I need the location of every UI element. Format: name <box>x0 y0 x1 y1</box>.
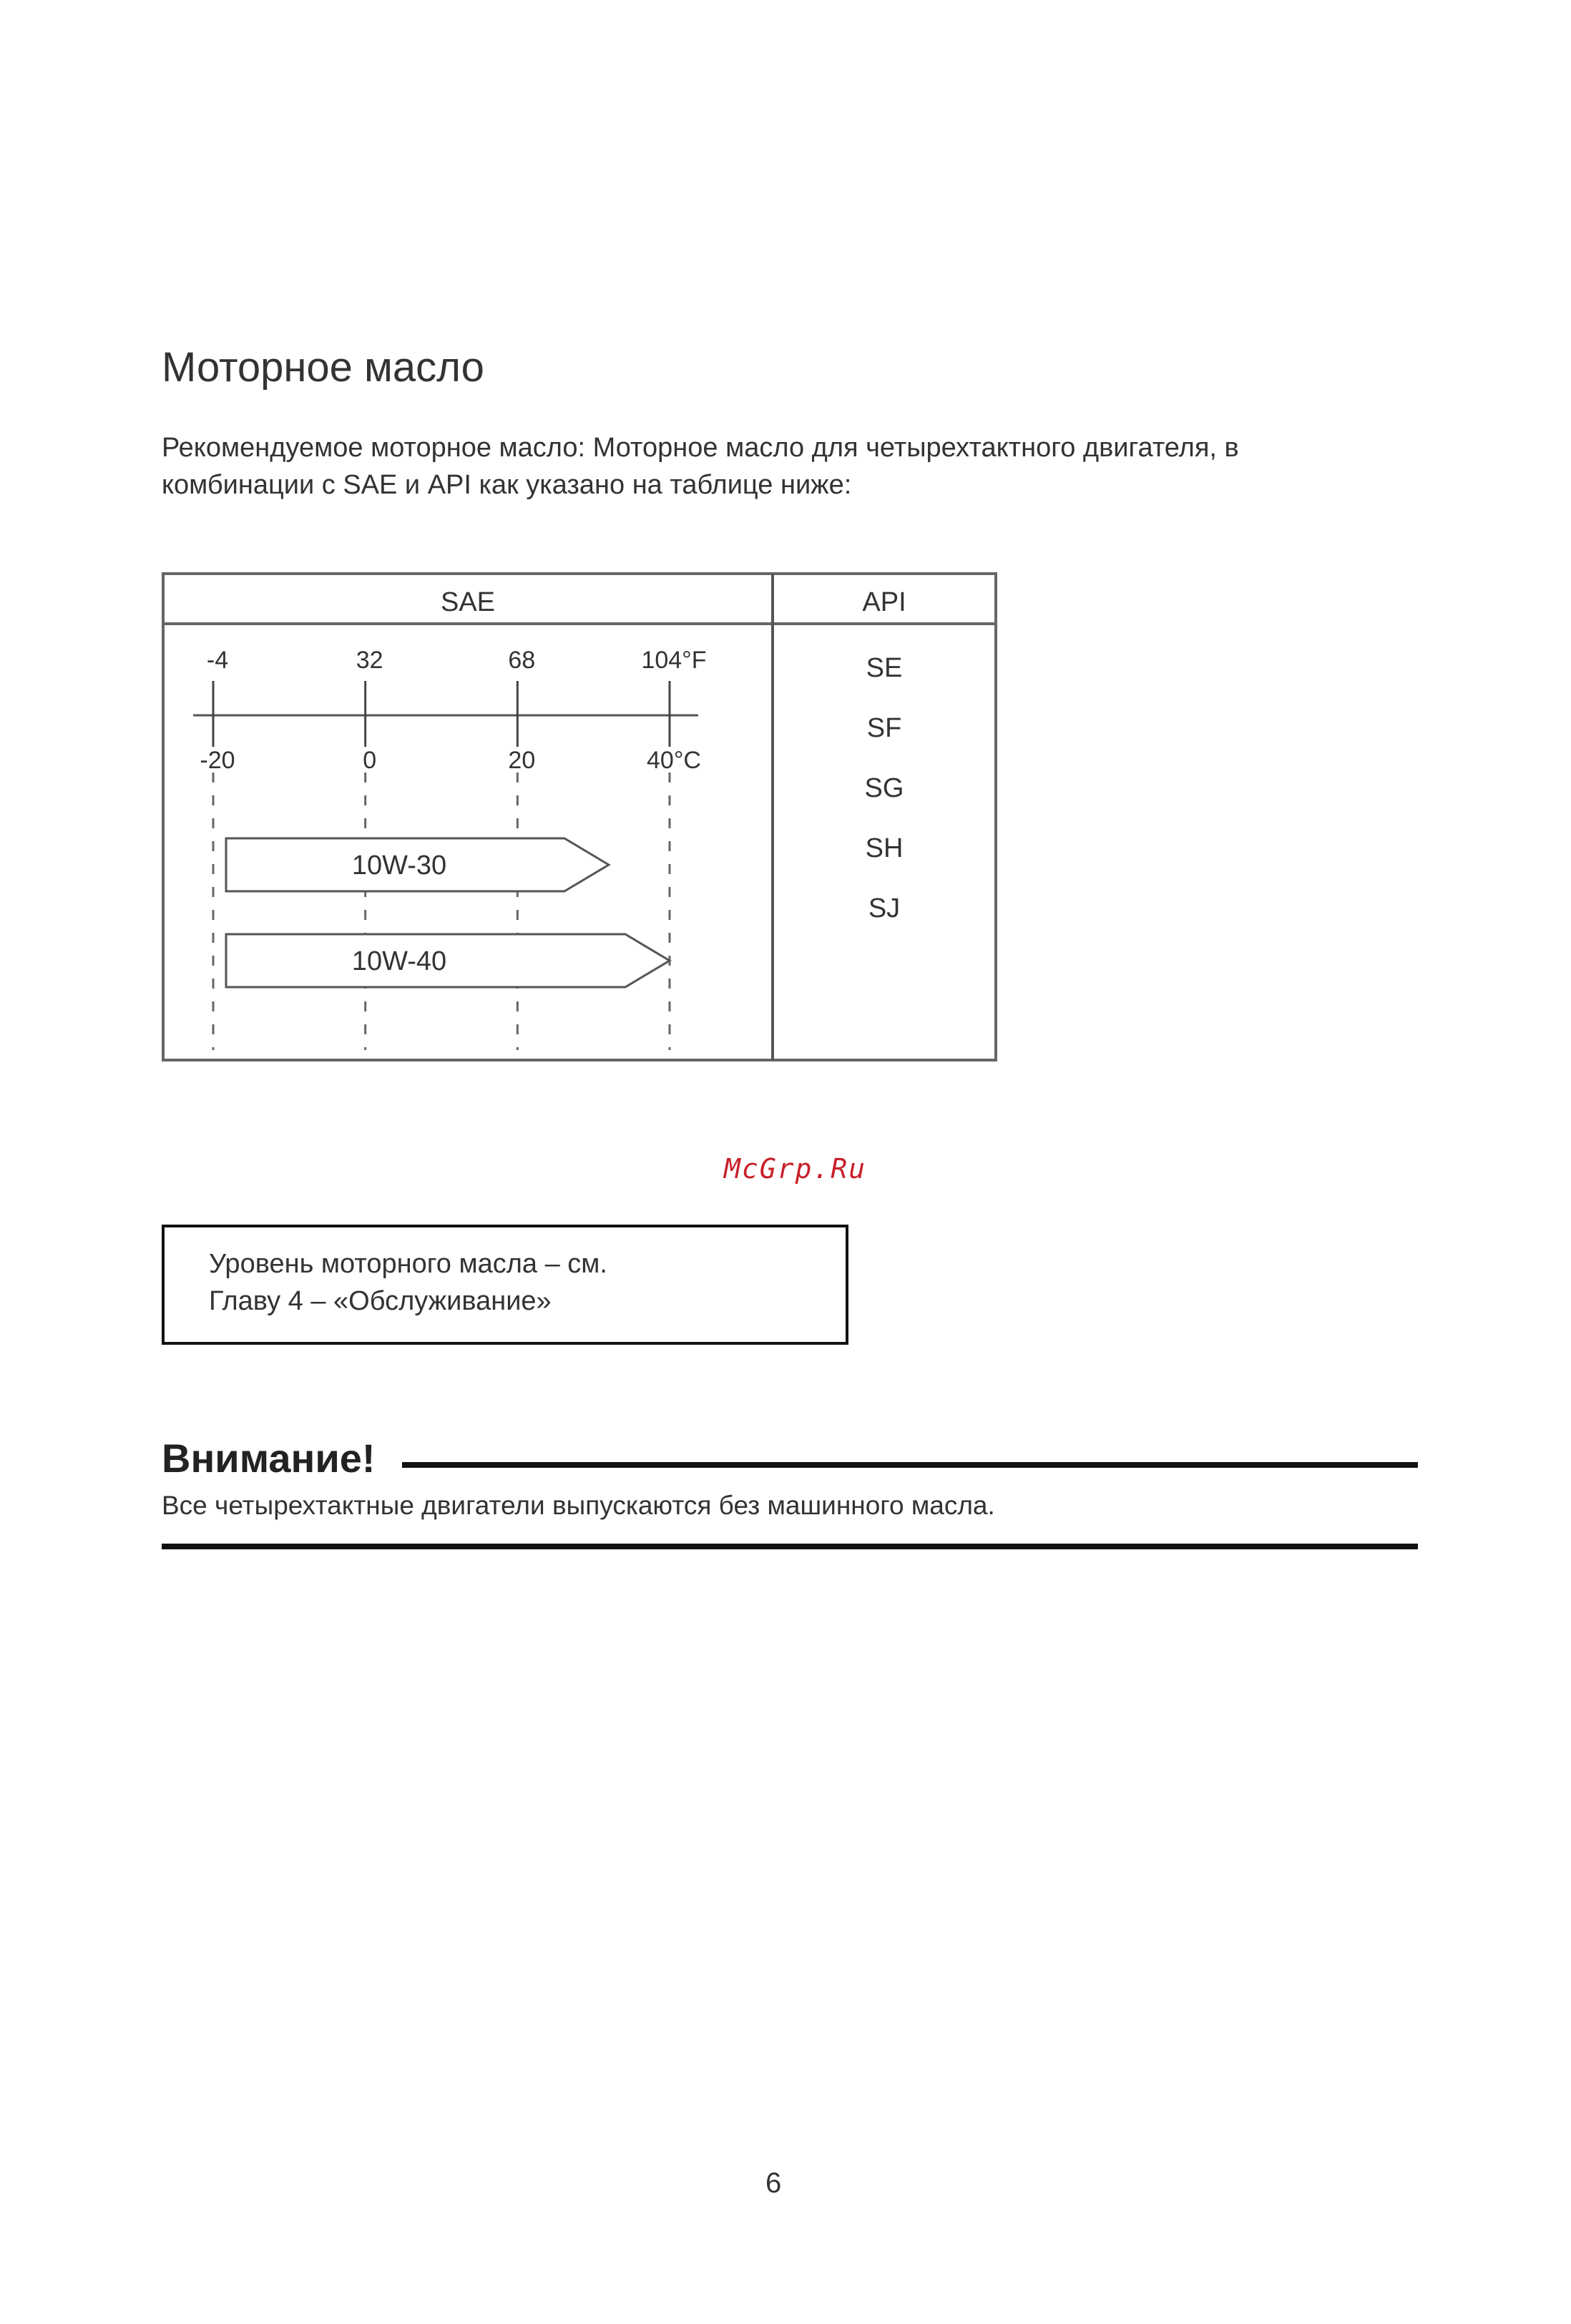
fahrenheit-tick-label-1: 32 <box>356 647 383 674</box>
intro-line-2: комбинации с SAE и API как указано на таблице ниже: <box>162 470 852 500</box>
oil-viscosity-chart <box>162 572 999 1063</box>
celsius-tick-label-3: 40°C <box>647 747 701 774</box>
celsius-tick-label-0: -20 <box>200 747 235 774</box>
oil-band-label-0: 10W-30 <box>351 850 447 881</box>
note-line-1: Уровень моторного масла – см. <box>209 1249 607 1279</box>
oil-band-10w-40 <box>226 934 670 987</box>
api-grade-sf: SF <box>866 713 902 743</box>
warning-text: Все четырехтактные двигатели выпускаются без машинного масла. <box>162 1491 995 1520</box>
fahrenheit-tick-label-2: 68 <box>508 647 536 674</box>
chart-dynamic-layer <box>200 647 904 1050</box>
warning-rule-bottom <box>162 1544 1418 1549</box>
api-grade-sh: SH <box>865 833 904 863</box>
api-grade-sg: SG <box>864 773 904 803</box>
intro-line-1: Рекомендуемое моторное масло: Моторное масло для четырехтактного двигателя, в <box>162 433 1239 463</box>
api-header: API <box>862 587 906 617</box>
api-grade-se: SE <box>866 653 903 683</box>
oil-chart-svg <box>162 572 999 1063</box>
warning-title: Внимание! <box>162 1436 376 1481</box>
fahrenheit-tick-label-0: -4 <box>206 647 229 674</box>
celsius-tick-label-2: 20 <box>508 747 536 774</box>
page-title: Моторное масло <box>162 344 484 391</box>
fahrenheit-tick-label-3: 104°F <box>641 647 707 674</box>
celsius-tick-label-1: 0 <box>363 747 377 774</box>
api-grade-sj: SJ <box>868 893 901 923</box>
note-line-2: Главу 4 – «Обслуживание» <box>209 1286 552 1316</box>
intro-paragraph <box>162 429 1239 504</box>
note-box <box>162 1225 848 1345</box>
oil-band-label-1: 10W-40 <box>351 946 447 976</box>
page-number: 6 <box>765 2167 782 2199</box>
warning-rule-top <box>402 1462 1418 1468</box>
sae-header: SAE <box>440 587 496 617</box>
watermark: McGrp.Ru <box>724 1153 867 1185</box>
